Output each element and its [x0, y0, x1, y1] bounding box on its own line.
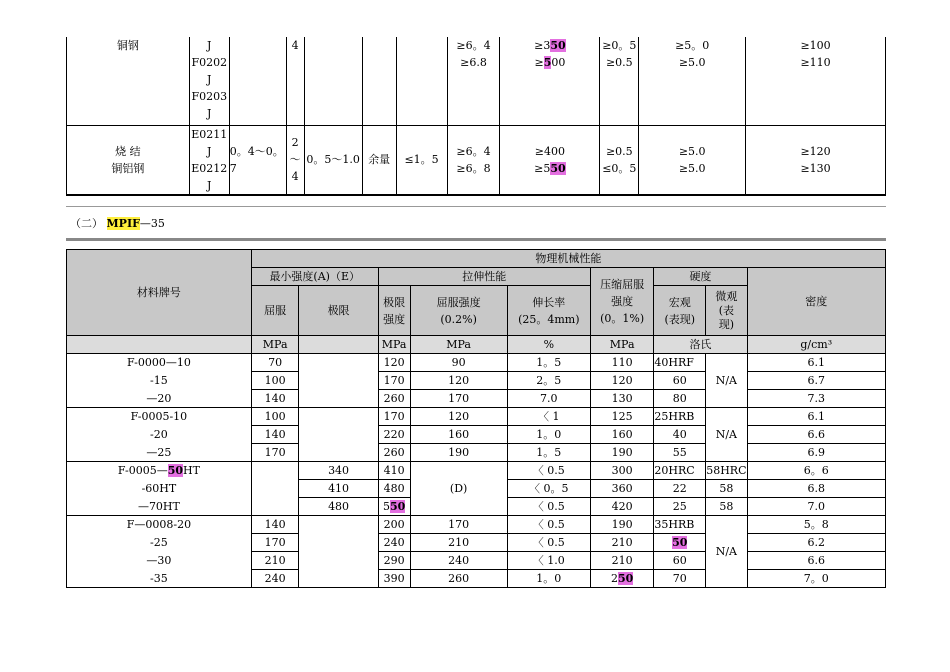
cell: ≥0。5 ≥0.5	[600, 37, 639, 125]
table-row	[67, 534, 886, 552]
cell: 40	[654, 426, 706, 444]
cell: 170	[251, 534, 299, 552]
cell: 6.9	[747, 444, 885, 462]
header-compress: 压缩屈服 强度 (0。1%)	[590, 268, 653, 336]
cell: 7.0	[747, 498, 885, 516]
cell: N/A	[706, 408, 747, 462]
cell: 120	[378, 354, 410, 372]
cell: 160	[590, 426, 653, 444]
cell	[396, 37, 447, 125]
cell: 260	[378, 390, 410, 408]
cell: 170	[378, 408, 410, 426]
table-row	[67, 390, 886, 408]
cell: 〈 1.0	[507, 552, 590, 570]
cell: 260	[378, 444, 410, 462]
material-cell: -60HT	[67, 480, 252, 498]
cell: 410	[378, 462, 410, 480]
header-micro: 微观 (表 现)	[706, 286, 747, 336]
cell: N/A	[706, 354, 747, 408]
cell	[229, 37, 286, 125]
divider	[66, 206, 886, 207]
material-cell: F—0008-20	[67, 516, 252, 534]
unit-cell: MPa	[251, 336, 299, 354]
table-row	[67, 462, 886, 480]
material-cell: —30	[67, 552, 252, 570]
cell: 6.1	[747, 354, 885, 372]
cell: 125	[590, 408, 653, 426]
cell: ≥6。4 ≥6。8	[447, 125, 500, 195]
cell: 35HRB	[654, 516, 706, 534]
unit-cell: MPa	[590, 336, 653, 354]
material-cell: —25	[67, 444, 252, 462]
section-caption: （二） MPIF—35	[70, 217, 165, 230]
cell	[299, 516, 378, 588]
material-cell: -20	[67, 426, 252, 444]
cell: ≥5。0 ≥5.0	[639, 37, 746, 125]
material-cell: —20	[67, 390, 252, 408]
cell: 40HRF	[654, 354, 706, 372]
table-row	[67, 372, 886, 390]
material-cell: —70HT	[67, 498, 252, 516]
cell: (D)	[410, 462, 507, 516]
cell: 550	[378, 498, 410, 516]
cell: 290	[378, 552, 410, 570]
header-min-strength: 最小强度(A)（E）	[251, 268, 378, 286]
cell: ≥350 ≥500	[500, 37, 600, 125]
cell	[362, 37, 396, 125]
cell: 390	[378, 570, 410, 588]
cell: 6.8	[747, 480, 885, 498]
unit-cell: MPa	[410, 336, 507, 354]
unit-cell: 洛氏	[654, 336, 747, 354]
material-code: J F0202 J F0203 J	[189, 37, 229, 125]
cell: 余量	[362, 125, 396, 195]
table-row	[67, 570, 886, 588]
cell: 100	[251, 372, 299, 390]
cell: ≤1。5	[396, 125, 447, 195]
cell: 1。0	[507, 570, 590, 588]
cell: 120	[410, 372, 507, 390]
cell: 58	[706, 498, 747, 516]
header-hardness: 硬度	[654, 268, 747, 286]
cell: 120	[410, 408, 507, 426]
cell: 〈 0.5	[507, 462, 590, 480]
cell: 5。8	[747, 516, 885, 534]
top-table	[66, 37, 886, 196]
cell: 170	[251, 444, 299, 462]
table-row	[67, 37, 886, 125]
cell: 70	[654, 570, 706, 588]
divider	[66, 238, 886, 241]
table-row	[67, 552, 886, 570]
table-row	[67, 426, 886, 444]
cell	[299, 408, 378, 462]
cell: N/A	[706, 516, 747, 588]
cell: 140	[251, 426, 299, 444]
cell: ≥0.5 ≤0。5	[600, 125, 639, 195]
cell: ≥120 ≥130	[746, 125, 886, 195]
cell: 200	[378, 516, 410, 534]
header-macro: 宏观 (表现)	[654, 286, 706, 336]
cell: 6.6	[747, 552, 885, 570]
cell: 100	[251, 408, 299, 426]
cell: 210	[251, 552, 299, 570]
header-ult-strength: 极限 强度	[378, 286, 410, 336]
cell	[251, 462, 299, 516]
material-cell: -25	[67, 534, 252, 552]
cell: 7.3	[747, 390, 885, 408]
cell: 220	[378, 426, 410, 444]
cell: 90	[410, 354, 507, 372]
cell: 410	[299, 480, 378, 498]
cell: 60	[654, 552, 706, 570]
header-row	[67, 250, 886, 268]
cell: 6.1	[747, 408, 885, 426]
material-cell: -15	[67, 372, 252, 390]
cell: 340	[299, 462, 378, 480]
cell: 〈 0.5	[507, 516, 590, 534]
cell: 360	[590, 480, 653, 498]
cell: 130	[590, 390, 653, 408]
material-cell: F-0005-10	[67, 408, 252, 426]
cell: 6。6	[747, 462, 885, 480]
cell: 120	[590, 372, 653, 390]
cell: 1。0	[507, 426, 590, 444]
cell: 110	[590, 354, 653, 372]
header-elongation: 伸长率 (25。4mm)	[507, 286, 590, 336]
table-row	[67, 354, 886, 372]
cell: 58HRC	[706, 462, 747, 480]
cell: 22	[654, 480, 706, 498]
cell: 300	[590, 462, 653, 480]
cell: 170	[378, 372, 410, 390]
cell	[304, 37, 362, 125]
material-code: E0211 J E0212 J	[189, 125, 229, 195]
unit-cell	[67, 336, 252, 354]
header-yield-strength: 屈服强度 (0.2%)	[410, 286, 507, 336]
table-row	[67, 516, 886, 534]
cell: 6.7	[747, 372, 885, 390]
cell: 480	[378, 480, 410, 498]
cell: ≥100 ≥110	[746, 37, 886, 125]
material-name: 铜钢	[67, 37, 190, 125]
cell: 20HRC	[654, 462, 706, 480]
cell: ≥400 ≥550	[500, 125, 600, 195]
cell: 140	[251, 390, 299, 408]
cell: 260	[410, 570, 507, 588]
cell: 420	[590, 498, 653, 516]
table-row	[67, 408, 886, 426]
cell: 〈 0。5	[507, 480, 590, 498]
header-ultimate: 极限	[299, 286, 378, 336]
cell: 70	[251, 354, 299, 372]
material-name: 烧 结 铜铝钢	[67, 125, 190, 195]
cell: 210	[590, 534, 653, 552]
cell: 0。4～0。7	[229, 125, 286, 195]
unit-cell: g/cm³	[747, 336, 885, 354]
cell: 50	[654, 534, 706, 552]
cell: 4	[286, 37, 304, 125]
cell: 140	[251, 516, 299, 534]
cell: ≥6。4 ≥6.8	[447, 37, 500, 125]
cell: 7.0	[507, 390, 590, 408]
unit-cell	[299, 336, 378, 354]
cell	[299, 354, 378, 408]
cell: 170	[410, 516, 507, 534]
mpif-table	[66, 249, 886, 588]
unit-cell: %	[507, 336, 590, 354]
table-row	[67, 444, 886, 462]
cell: 25HRB	[654, 408, 706, 426]
cell: 1。5	[507, 444, 590, 462]
header-physical: 物理机械性能	[251, 250, 885, 268]
cell: 170	[410, 390, 507, 408]
units-row	[67, 336, 886, 354]
cell: 480	[299, 498, 378, 516]
header-yield: 屈服	[251, 286, 299, 336]
cell: 190	[590, 444, 653, 462]
cell: 210	[410, 534, 507, 552]
header-tensile: 拉伸性能	[378, 268, 590, 286]
header-density: 密度	[747, 268, 885, 336]
cell: 80	[654, 390, 706, 408]
cell: 〈 0.5	[507, 534, 590, 552]
cell: 6.6	[747, 426, 885, 444]
cell: 190	[590, 516, 653, 534]
cell: 55	[654, 444, 706, 462]
cell: 250	[590, 570, 653, 588]
table-row	[67, 125, 886, 195]
unit-cell: MPa	[378, 336, 410, 354]
cell: 6.2	[747, 534, 885, 552]
material-cell: -35	[67, 570, 252, 588]
cell: ≥5.0 ≥5.0	[639, 125, 746, 195]
material-cell: F-0005—50HT	[67, 462, 252, 480]
cell: 0。5～1.0	[304, 125, 362, 195]
cell: 210	[590, 552, 653, 570]
cell: 240	[378, 534, 410, 552]
cell: 58	[706, 480, 747, 498]
material-cell: F-0000—10	[67, 354, 252, 372]
cell: 160	[410, 426, 507, 444]
cell: 〈 0.5	[507, 498, 590, 516]
cell: 190	[410, 444, 507, 462]
header-material: 材料牌号	[67, 250, 252, 336]
cell: 25	[654, 498, 706, 516]
cell: 2。5	[507, 372, 590, 390]
cell: 240	[410, 552, 507, 570]
cell: 60	[654, 372, 706, 390]
cell: 7。0	[747, 570, 885, 588]
cell: 〈 1	[507, 408, 590, 426]
cell: 2～4	[286, 125, 304, 195]
cell: 1。5	[507, 354, 590, 372]
cell: 240	[251, 570, 299, 588]
